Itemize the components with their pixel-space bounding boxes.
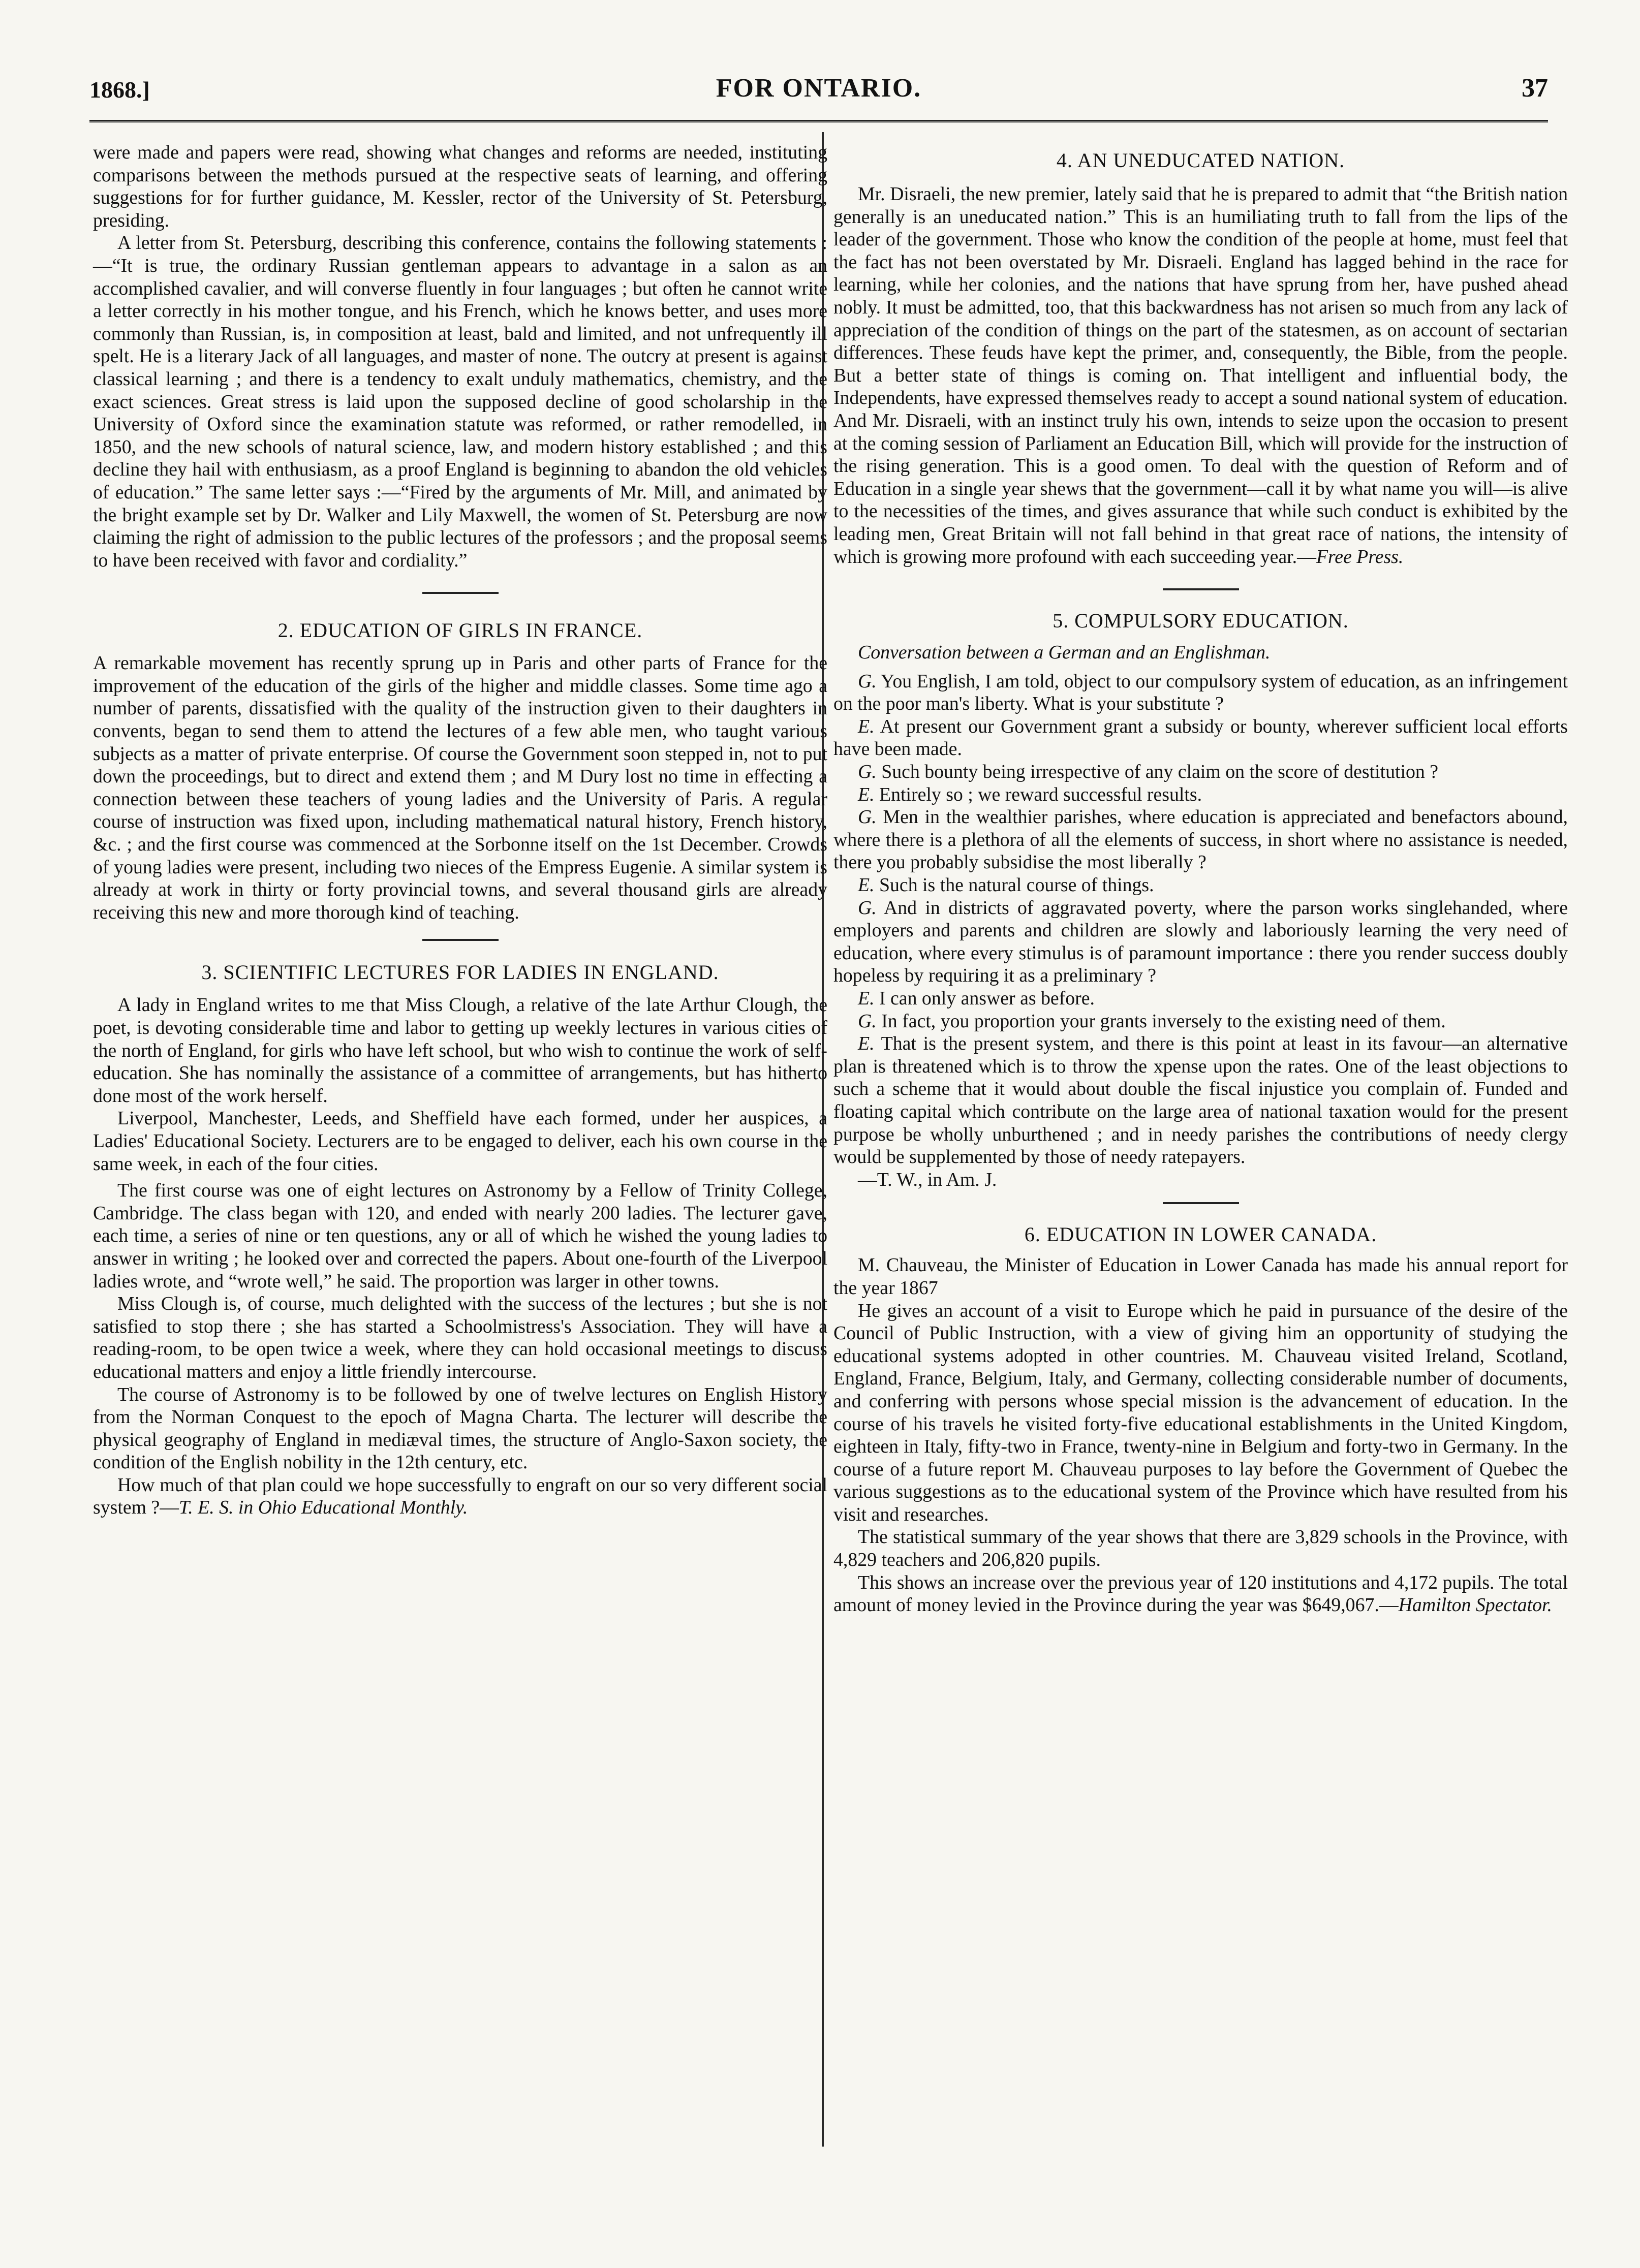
dialogue-text: Men in the wealthier parishes, where education is appreciated and benefactors abound, where there is a plethora of all the elements of success, in short where no assistance is needed, there you probably subsidise the most liberally ? [833, 806, 1568, 873]
section-6-heading: 6. EDUCATION IN LOWER CANADA. [1024, 1223, 1377, 1246]
section-3-paragraph: Liverpool, Manchester, Leeds, and Sheffield have each formed, under her auspices, a Ladies' Educational Society. Lecturers are to be engaged to deliver, each his own course in the same week, in each of the four cities. [93, 1108, 827, 1175]
speaker: E. [858, 1033, 875, 1055]
speaker: E. [858, 874, 875, 896]
section-5-signature: —T. W., in Am. J. [858, 1169, 997, 1190]
page-header [89, 69, 1548, 125]
header-title: FOR ONTARIO. [716, 74, 922, 103]
header-rule [89, 120, 1548, 122]
dialogue-text: Entirely so ; we reward successful results. [874, 783, 1202, 805]
speaker: E. [858, 715, 875, 737]
section-2-heading: 2. EDUCATION OF GIRLS IN FRANCE. [277, 619, 643, 642]
section-6-paragraph: The statistical summary of the year shows that there are 3,829 schools in the Province, with 4,829 teachers and 206,820 pupils. [833, 1526, 1568, 1571]
speaker: E. [858, 783, 875, 805]
dialogue-line [833, 715, 1568, 761]
dialogue-text: Such bounty being irrespective of any claim on the score of destitution ? [876, 761, 1439, 783]
dialogue-text: I can only answer as before. [874, 988, 1095, 1009]
speaker: G. [858, 806, 877, 828]
closing-text: This shows an increase over the previous year of 120 institutions and 4,172 pupils. The total amount of money levied in the Province during the year was $649,067.— [833, 1571, 1568, 1616]
section-separator [422, 939, 499, 941]
section-6-paragraph: M. Chauveau, the Minister of Education in Lower Canada has made his annual report for the year 1867 [833, 1254, 1568, 1299]
header-year: 1868.] [89, 77, 150, 103]
speaker: G. [858, 897, 877, 919]
section-separator [422, 592, 499, 594]
section-5-heading: 5. COMPULSORY EDUCATION. [1053, 609, 1349, 633]
section-separator [1163, 1202, 1239, 1204]
dialogue-line [833, 874, 1568, 897]
section-4-text: Mr. Disraeli, the new premier, lately said that he is prepared to admit that “the British nation generally is an uneducated nation.” This is an humiliating truth to fall from the lips of the leader of the government. Those who know the condition of the people at home, must feel that the fact has not been overstated by Mr. Disraeli. England has lagged behind in the race for learning, while her colonies, and the nations that have sprung from her, have pushed ahead nobly. It must be admitted, too, that this backwardness has not arisen so much from any lack of appreciation of the condition of things on the part of the statesmen, as on account of sectarian differences. These feuds have kept the primer, and, consequently, the Bible, from the people. But a better state of things is coming on. That intelligent and influential body, the Independents, have expressed themselves ready to accept a sound national system of education. And Mr. Disraeli, with an instinct truly his own, intends to seize upon the occasion to present at the coming session of Parliament an Education Bill, which will provide for the instruction of the rising generation. This is a good omen. To deal with the question of Reform and of Education in a single year shews that the government—call it by what name you will—is alive to the necessities of the times, and gives assurance that while such conduct is exhibited by the leading men, Great Britain will not fall behind in that great race of nations, the intensity of which is growing more profound with each succeeding year.— [833, 183, 1568, 568]
section-3-paragraph: A lady in England writes to me that Miss Clough, a relative of the late Arthur Clough, the poet, is devoting considerable time and labor to getting up weekly lectures in various cities of the north of England, for girls who have left school, but who wish to continue the work of self-education. She has nominally the assistance of a committee of arrangements, but has hitherto done most of the work herself. [93, 994, 827, 1107]
dialogue-line [833, 987, 1568, 1010]
section-6-paragraph: He gives an account of a visit to Europe which he paid in pursuance of the desire of the Council of Public Instruction, with a view of giving him an opportunity of studying the educational systems adopted in other countries. M. Chauveau visited Ireland, Scotland, England, France, Belgium, Italy, and Germany, collecting considerable number of documents, and conferring with persons whose special mission is the advancement of education. In the course of his travels he visited forty-five educational establishments in the United Kingdom, eighteen in Italy, fifty-two in France, twenty-nine in Belgium and forty-two in Germany. In the course of a future report M. Chauveau purposes to lay before the Government of Quebec the various suggestions as to the educational system of the Province which have resulted from his visit and researches. [833, 1300, 1568, 1525]
intro-paragraph: were made and papers were read, showing what changes and reforms are needed, instituting comparisons between the methods pursued at the respective seats of learning, and offering suggestions for for further guidance, M. Kessler, rector of the University of St. Petersburg, presiding. [93, 142, 827, 231]
dialogue-text: And in districts of aggravated poverty, where the parson works singlehanded, where employers and parents and children are slowly and laboriously learning the very need of education, where every stimulus is of paramount importance : there you render success doubly hopeless by requiring it as a preliminary ? [833, 897, 1568, 987]
header-page-number: 37 [1522, 74, 1548, 103]
source-credit: T. E. S. in Ohio Educational Monthly. [179, 1497, 468, 1519]
dialogue-line [833, 761, 1568, 783]
section-3-paragraph: The course of Astronomy is to be followed by one of twelve lectures on English History from the Norman Conquest to the epoch of Magna Charta. The lecturer will describe the physical geography of England in mediæval times, the structure of Anglo-Saxon society, the condition of the English nobility in the 12th century, etc. [93, 1383, 827, 1473]
section-3-heading: 3. SCIENTIFIC LECTURES FOR LADIES IN ENGLAND. [201, 961, 719, 984]
section-3-paragraph: The first course was one of eight lectures on Astronomy by a Fellow of Trinity College, Cambridge. The class began with 120, and ended with nearly 200 ladies. The lecturer gave, each time, a series of nine or ten questions, any or all of which he wished the young ladies to answer in writing ; he looked over and corrected the papers. About one-fourth of the Liverpool ladies wrote, and “wrote well,” he said. The proportion was larger in other towns. [93, 1180, 827, 1292]
dialogue-line [833, 1032, 1568, 1169]
intro-paragraph: A letter from St. Petersburg, describing this conference, contains the following statements :—“It is true, the ordinary Russian gentleman appears to advantage in a salon as an accomplished cavalier, and will converse fluently in four languages ; but often he cannot write a letter correctly in his mother tongue, and his French, which he knows better, and uses more commonly than Russian, is, in composition at least, bald and limited, and not unfrequently ill spelt. He is a literary Jack of all languages, and master of none. The outcry at present is against classical learning ; and there is a tendency to exalt unduly mathematics, chemistry, and the exact sciences. Great stress is laid upon the supposed decline of good scholarship in the University of Oxford since the examination statute was reformed, or rather remodelled, in 1850, and the new schools of natural science, law, and modern history established ; and this decline they hail with enthusiasm, as a proof England is beginning to abandon the old vehicles of education.” The same letter says :—“Fired by the arguments of Mr. Mill, and animated by the bright example set by Dr. Walker and Lily Maxwell, the women of St. Petersburg are now claiming the right of admission to the public lectures of the professors ; and the proposal seems to have been received with favor and cordiality.” [93, 232, 827, 571]
dialogue-text: You English, I am told, object to our compulsory system of education, as an infringement on the poor man's liberty. What is your substitute ? [833, 670, 1568, 715]
left-column [93, 141, 827, 1519]
speaker: G. [858, 761, 877, 783]
right-column [833, 141, 1568, 1617]
section-4-paragraph [833, 183, 1568, 568]
dialogue [833, 670, 1568, 1169]
closing-text: How much of that plan could we hope successfully to engraft on our so very different social system ?— [93, 1474, 827, 1519]
source-credit: Hamilton Spectator. [1398, 1594, 1552, 1616]
dialogue-text: At present our Government grant a subsidy or bounty, wherever sufficient local efforts have been made. [833, 715, 1568, 760]
dialogue-line [833, 897, 1568, 987]
section-6-closing-paragraph [833, 1571, 1568, 1617]
section-separator [1163, 588, 1239, 590]
section-2-paragraph: A remarkable movement has recently sprung up in Paris and other parts of France for the improvement of the education of the girls of the higher and middle classes. Some time ago a number of parents, dissatisfied with the quality of the instruction given to their daughters in convents, began to send them to attend the lectures of a few able men, who taught various subjects as a matter of private enterprise. Of course the Government soon stepped in, not to put down the proceedings, but to direct and extend them ; and M Dury lost no time in effecting a connection between these teachers of young ladies and the University of Paris. A regular course of instruction was fixed upon, including mathematical natural history, French history, &c. ; and the first course was commenced at the Sorbonne itself on the 1st December. Crowds of young ladies were present, including two nieces of the Empress Eugenie. A similar system is already at work in thirty or forty provincial towns, and several thousand girls are already receiving this new and more thorough kind of teaching. [93, 652, 827, 923]
dialogue-text: In fact, you proportion your grants inversely to the existing need of them. [876, 1010, 1446, 1032]
speaker: G. [858, 1010, 877, 1032]
speaker: G. [858, 670, 877, 692]
dialogue-line [833, 806, 1568, 874]
section-5-subtitle: Conversation between a German and an Englishman. [858, 642, 1271, 664]
section-3-paragraph: Miss Clough is, of course, much delighted with the success of the lectures ; but she is not satisfied to stop there ; she has started a Schoolmistress's Association. They will have a reading-room, to be open twice a week, where they can hold occasional meetings to discuss educational matters and enjoy a little friendly intercourse. [93, 1293, 827, 1382]
dialogue-text: That is the present system, and there is this point at least in its favour—an alternative plan is threatened which is to throw the xpense upon the rates. One of the least objections to such a scheme that it would about double the fiscal injustice you complain of. Funded and floating capital which contribute on the large area of national taxation would for the present purpose be wholly unburthened ; and in needy parishes the contributions of needy clergy would be supplemented by those of needy ratepayers. [833, 1033, 1568, 1168]
dialogue-line [833, 1010, 1568, 1033]
section-4-heading: 4. AN UNEDUCATED NATION. [1056, 149, 1345, 172]
dialogue-text: Such is the natural course of things. [874, 874, 1154, 896]
section-3-closing-paragraph [93, 1474, 827, 1519]
dialogue-line [833, 670, 1568, 715]
speaker: E. [858, 988, 875, 1009]
source-credit: Free Press. [1316, 546, 1404, 568]
dialogue-line [833, 783, 1568, 806]
